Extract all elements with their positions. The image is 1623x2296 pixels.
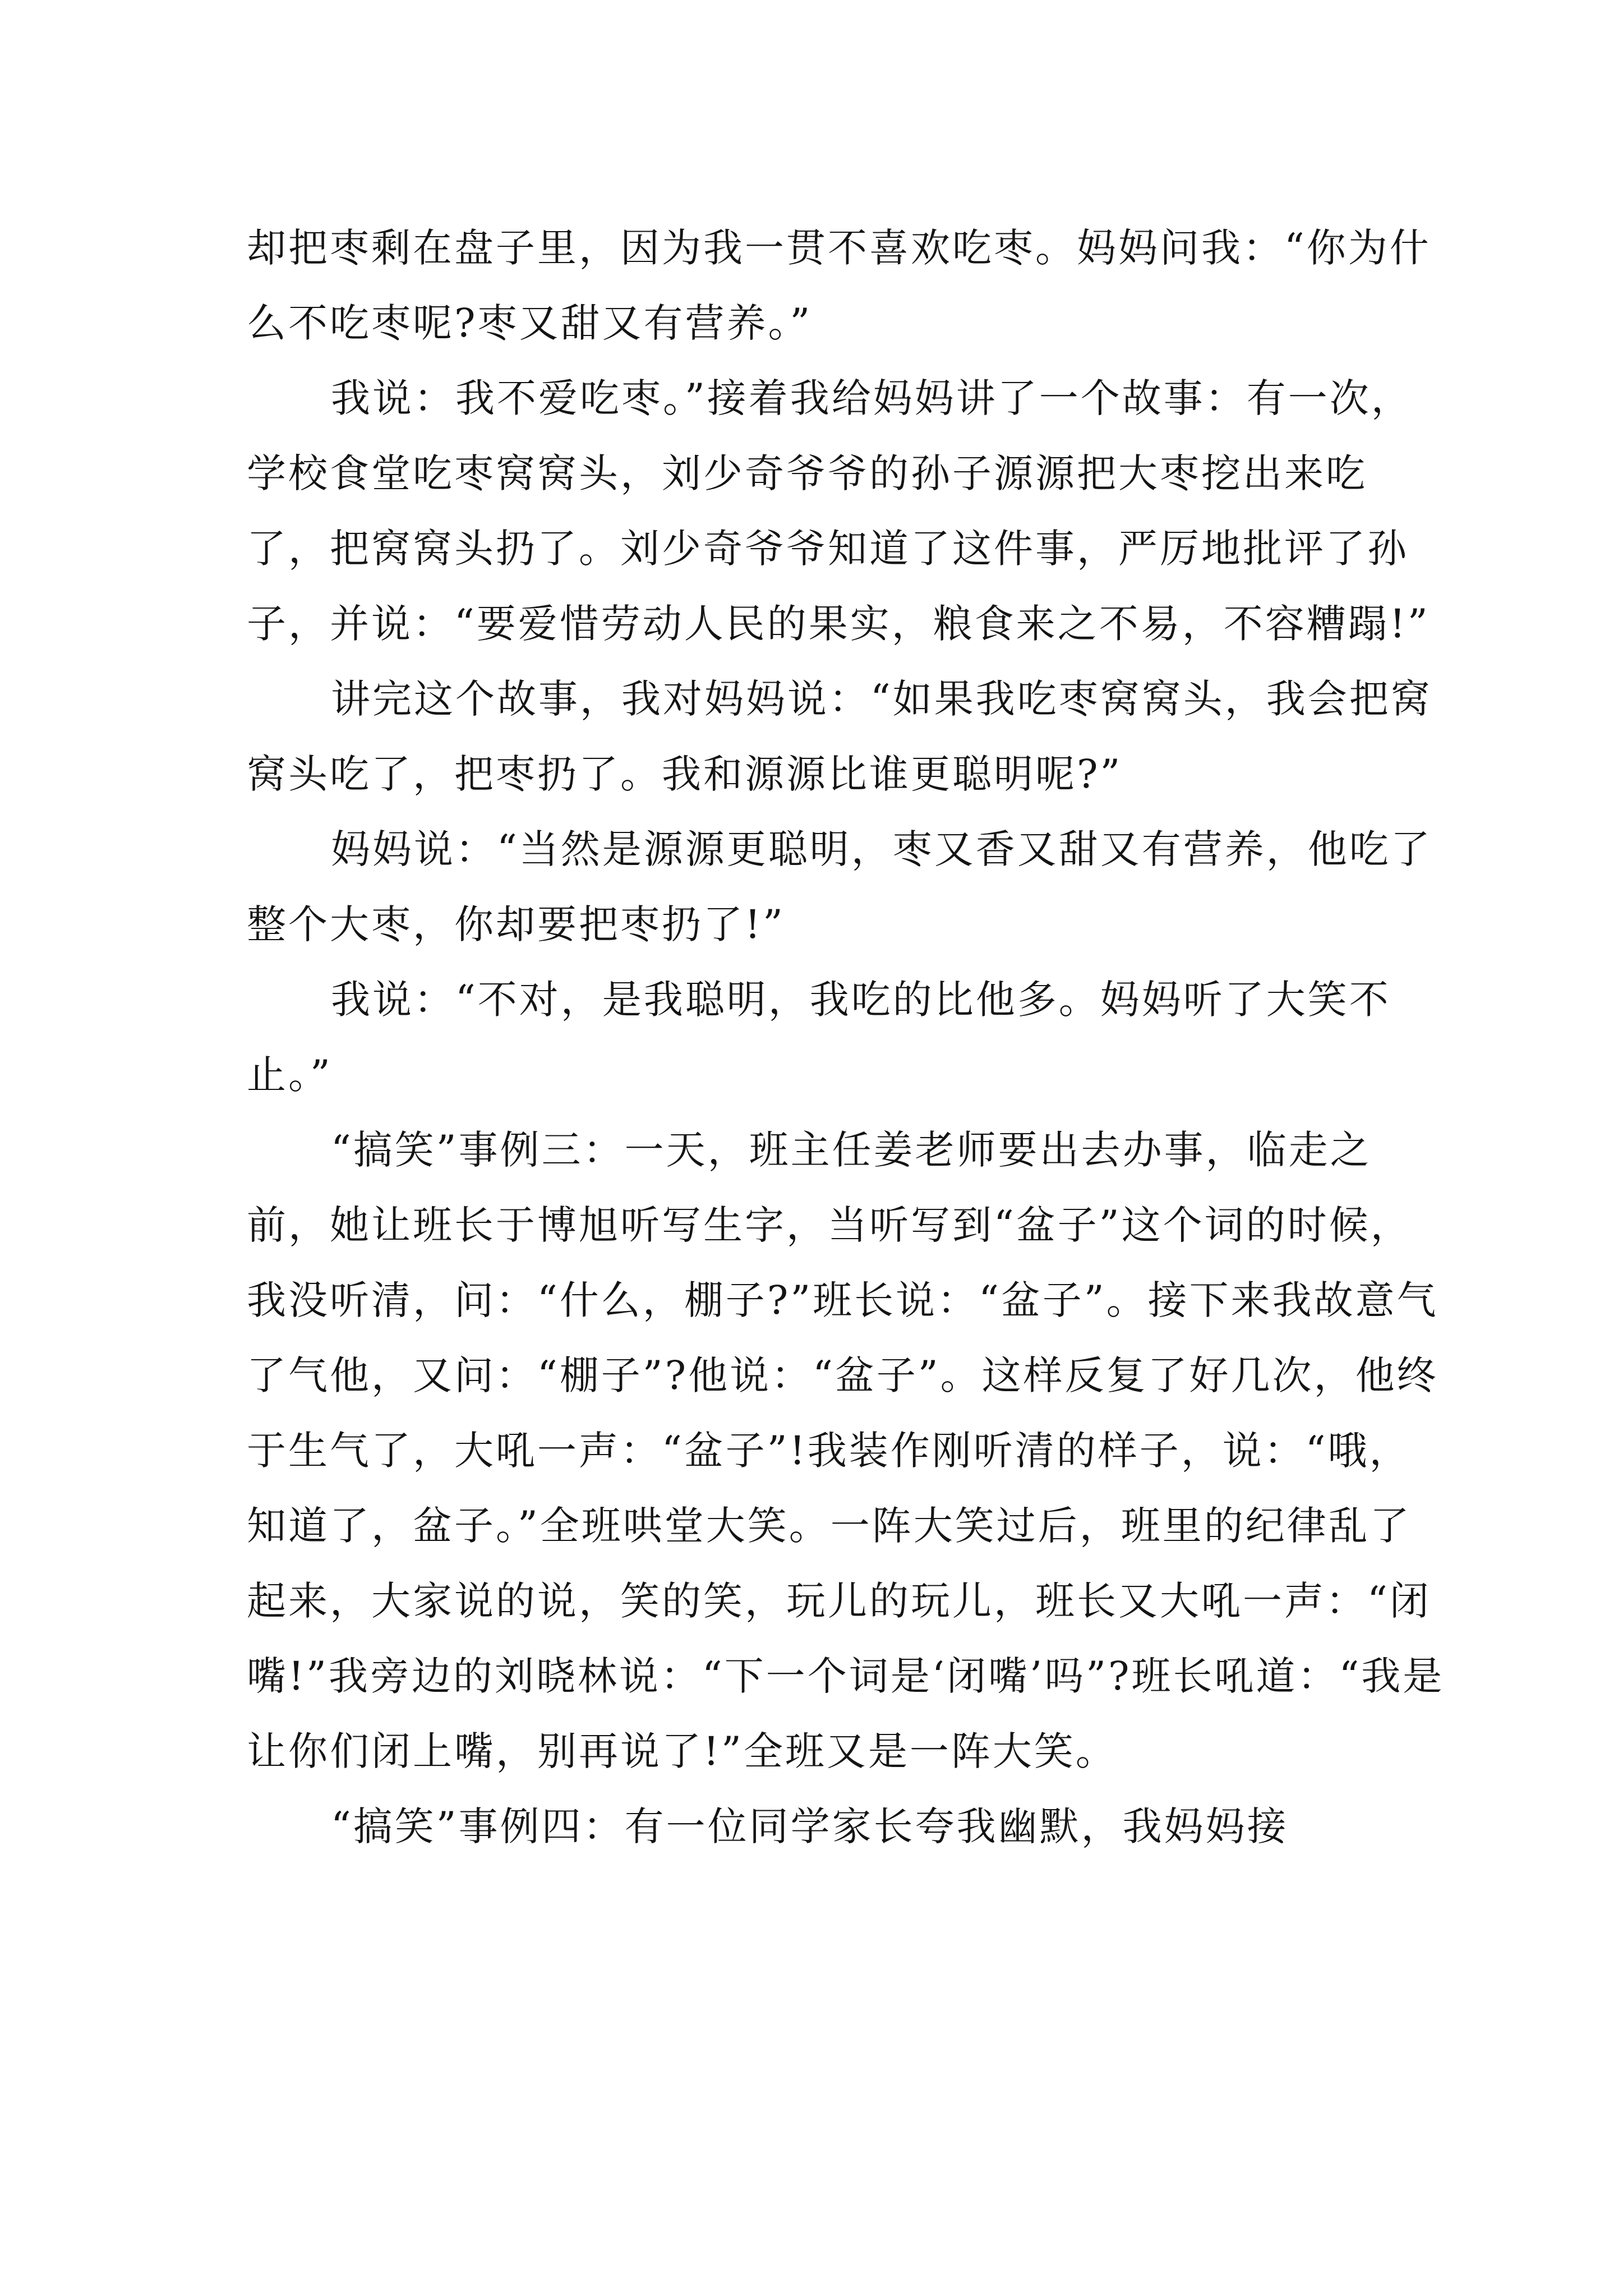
- document-body: [247, 210, 1447, 1864]
- paragraph: “搞笑”事例四：有一位同学家长夸我幽默，我妈妈接: [331, 1803, 1289, 1849]
- paragraph: 我说：我不爱吃枣。”接着我给妈妈讲了一个故事：有一次，学校食堂吃枣窝窝头，刘少奇爷爷的孙子源源把大枣挖出来吃了，把窝窝头扔了。刘少奇爷爷知道了这件事，严厉地批评了孙子，并说：“要爱惜劳动人民的果实，粮食来之不易，不容糟蹋!”: [247, 375, 1430, 647]
- paragraph: 我说：“不对，是我聪明，我吃的比他多。妈妈听了大笑不止。”: [247, 977, 1391, 1098]
- paragraph: 却把枣剩在盘子里，因为我一贯不喜欢吃枣。妈妈问我：“你为什么不吃枣呢?枣又甜又有营养。”: [247, 225, 1431, 346]
- paragraph: 妈妈说：“当然是源源更聪明，枣又香又甜又有营养，他吃了整个大枣，你却要把枣扔了!”: [247, 826, 1432, 947]
- paragraph: 讲完这个故事，我对妈妈说：“如果我吃枣窝窝头，我会把窝窝头吃了，把枣扔了。我和源源比谁更聪明呢?”: [247, 676, 1432, 797]
- paragraph: “搞笑”事例三：一天，班主任姜老师要出去办事，临走之前，她让班长于博旭听写生字，当听写到“盆子”这个词的时候，我没听清，问：“什么，棚子?”班长说：“盆子”。接下来我故意气了气他，又问：“棚子”?他说：“盆子”。这样反复了好几次，他终于生气了，大吼一声：“盆子”!我装作刚听清的样子，说：“哦，知道了，盆子。”全班哄堂大笑。一阵大笑过后，班里的纪律乱了起来，大家说的说，笑的笑，玩儿的玩儿，班长又大吼一声：“闭嘴!”我旁边的刘晓林说：“下一个词是‘闭嘴’吗”?班长吼道：“我是让你们闭上嘴，别再说了!”全班又是一阵大笑。: [247, 1127, 1445, 1774]
